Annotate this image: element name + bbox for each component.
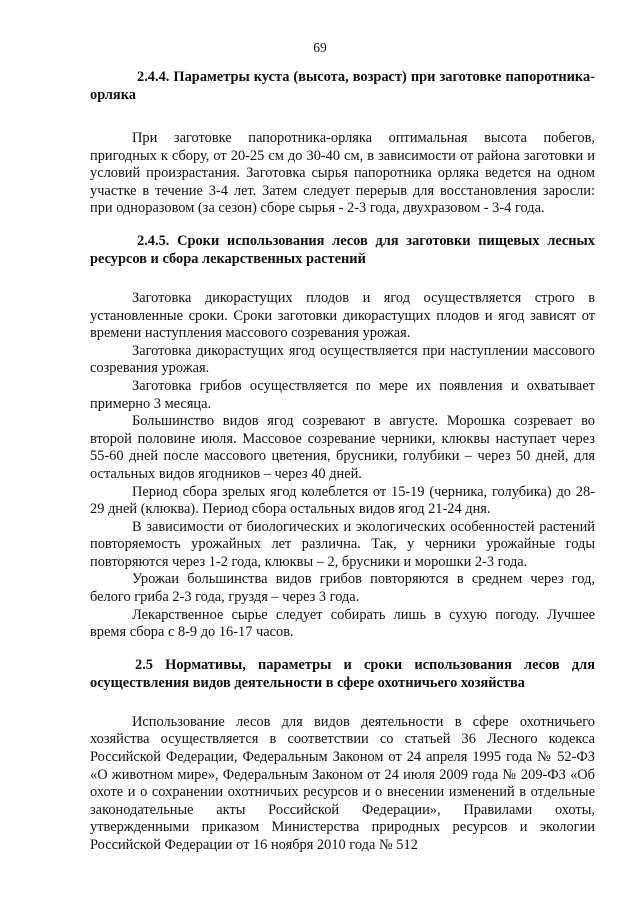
section-heading: 2.4.4. Параметры куста (высота, возраст) при заготовке папоротника-орляка (90, 69, 595, 103)
section-fern-harvest-parameters (90, 68, 595, 218)
document-body (90, 68, 595, 855)
page-number: 69 (313, 40, 327, 55)
paragraph: При заготовке папоротника-орляка оптимальная высота побегов, пригодных к сбору, от 20-25 см до 30-40 см, в зависимости от района заготовки и условий произрастания. Заготовка сырья папоротника орляка ведется на одном участке в течение 3-4 лет. Затем следует перерыв для восстановления заросли: при одноразовом (за сезон) сборе сырья - 2-3 года, двухразовом - 3-4 года. (90, 130, 595, 217)
paragraph: Заготовка дикорастущих ягод осуществляется при наступлении массового созревания урожая. (90, 342, 595, 377)
paragraph: Лекарственное сырье следует собирать лишь в сухую погоду. Лучшее время сбора с 8-9 до 16-17 часов. (90, 606, 595, 641)
paragraph: Урожаи большинства видов грибов повторяются в среднем через год, белого гриба 2-3 года, груздя – через 3 года. (90, 571, 595, 606)
paragraph: Период сбора зрелых ягод колеблется от 15-19 (черника, голубика) до 28-29 дней (клюква). Период сбора остальных видов ягод 21-24 дня. (90, 483, 595, 518)
section-heading: 2.5 Нормативы, параметры и сроки использования лесов для осуществления видов деятельности в сфере охотничьего хозяйства (90, 656, 595, 691)
paragraph: Использование лесов для видов деятельности в сфере охотничьего хозяйства осуществляется в соответствии со статьей 36 Лесного кодекса Российской Федерации, Федеральным Законом от 24 апреля 1995 года № 52-ФЗ «О животном мире», Федеральным Законом от 24 июля 2009 года № 209-ФЗ «Об охоте и о сохранении охотничьих ресурсов и о внесении изменений в отдельные законодательные акты Российской Федерации», Правилами охоты, утвержденными приказом Министерства природных ресурсов и экологии Российской Федерации от 16 ноября 2010 года № 512 (90, 713, 595, 853)
section-hunting-norms (90, 656, 595, 855)
section-food-resources-terms (90, 232, 595, 642)
paragraph: Заготовка дикорастущих плодов и ягод осуществляется строго в установленные сроки. Сроки заготовки дикорастущих плодов и ягод зависят от времени наступления массового созревания урожая. (90, 289, 595, 342)
section-heading: 2.4.5. Сроки использования лесов для заготовки пищевых лесных ресурсов и сбора лекарственных растений (90, 232, 595, 267)
paragraph: В зависимости от биологических и экологических особенностей растений повторяемость урожайных лет различна. Так, у черники урожайные годы повторяются через 1-2 года, клюквы – 2, брусники и морошки 2-3 года. (90, 518, 595, 570)
paragraph: Большинство видов ягод созревают в августе. Морошка созревает во второй половине июля. Массовое созревание черники, клюквы наступает через 55-60 дней после массового цветения, брусники, голубики – через 50 дней, для остальных видов ягодников – через 40 дней. (90, 413, 595, 482)
paragraph: Заготовка грибов осуществляется по мере их появления и охватывает примерно 3 месяца. (90, 377, 595, 412)
